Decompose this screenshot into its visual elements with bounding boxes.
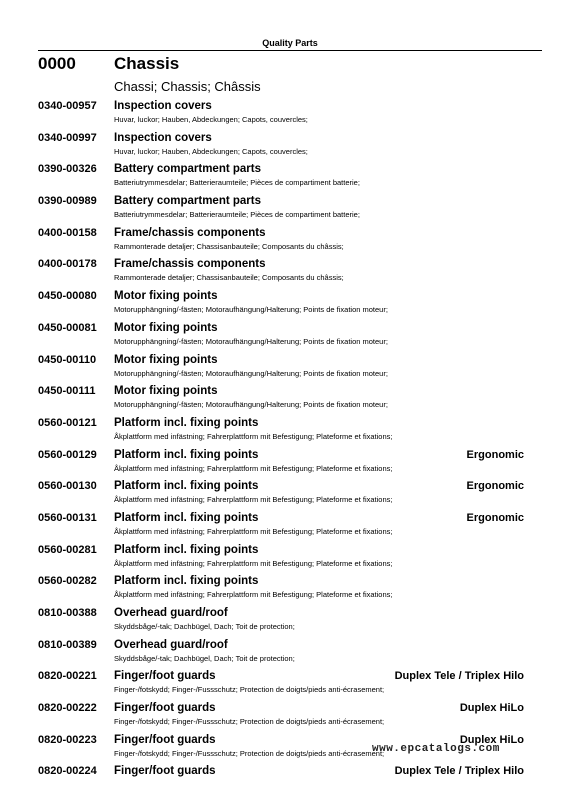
list-item — [38, 670, 528, 702]
section-title: Chassis — [114, 54, 180, 73]
list-item — [38, 354, 528, 386]
part-description: Åkplattform med infästning; Fahrerplattform mit Befestigung; Plateforme et fixations; — [114, 590, 393, 600]
list-item — [38, 163, 528, 195]
part-title: Battery compartment parts — [114, 163, 261, 176]
part-code: 0810-00389 — [38, 638, 97, 651]
part-variant: Ergonomic — [466, 448, 524, 461]
part-variant: Ergonomic — [466, 511, 524, 524]
part-code: 0810-00388 — [38, 607, 97, 619]
part-code: 0450-00080 — [38, 290, 97, 303]
part-title: Finger/foot guards — [114, 702, 216, 715]
part-code: 0450-00110 — [38, 353, 97, 366]
part-code: 0450-00111 — [38, 385, 96, 398]
part-title: Platform incl. fixing points — [114, 511, 259, 524]
part-code: 0340-00997 — [38, 131, 97, 144]
part-variant: Ergonomic — [466, 480, 524, 493]
part-title: Platform incl. fixing points — [114, 575, 259, 588]
part-description: Motorupphängning/-fästen; Motoraufhängung/Halterung; Points de fixation moteur; — [114, 336, 388, 346]
part-title: Inspection covers — [114, 100, 212, 112]
list-item — [38, 765, 528, 797]
part-title: Frame/chassis components — [114, 226, 266, 239]
part-title: Inspection covers — [114, 131, 212, 144]
part-description: Finger-/fotskydd; Finger-/Fussschutz; Protection de doigts/pieds anti-écrasement; — [114, 748, 385, 758]
list-item — [38, 544, 528, 576]
list-item — [38, 195, 528, 227]
list-item — [38, 385, 528, 417]
part-title: Frame/chassis components — [114, 258, 266, 271]
part-description: Åkplattform med infästning; Fahrerplattform mit Befestigung; Plateforme et fixations; — [114, 495, 393, 505]
part-title: Overhead guard/roof — [114, 607, 228, 619]
part-code: 0560-00130 — [38, 480, 97, 493]
part-description: Skyddsbåge/-tak; Dachbügel, Dach; Toit de protection; — [114, 653, 295, 663]
section-subtitle: Chassi; Chassis; Châssis — [114, 79, 261, 94]
part-title: Motor fixing points — [114, 385, 218, 398]
section-code: 0000 — [38, 54, 76, 73]
part-code: 0340-00957 — [38, 100, 97, 112]
parts-list — [38, 100, 528, 797]
part-title: Motor fixing points — [114, 290, 218, 303]
part-description: Huvar, luckor; Hauben, Abdeckungen; Capots, couvercles; — [114, 146, 308, 156]
part-code: 0560-00282 — [38, 575, 97, 588]
list-item — [38, 449, 528, 481]
part-code: 0820-00221 — [38, 670, 97, 683]
list-item — [38, 132, 528, 164]
list-item — [38, 100, 528, 132]
part-description: Åkplattform med infästning; Fahrerplattform mit Befestigung; Plateforme et fixations; — [114, 526, 393, 536]
header-divider — [38, 50, 542, 51]
part-title: Motor fixing points — [114, 353, 218, 366]
watermark: www.epcatalogs.com — [372, 743, 500, 755]
part-variant: Duplex Tele / Triplex Hilo — [394, 670, 524, 683]
list-item — [38, 417, 528, 449]
part-title: Platform incl. fixing points — [114, 543, 259, 556]
part-title: Platform incl. fixing points — [114, 480, 259, 493]
part-description: Rammonterade detaljer; Chassisanbauteile; Composants du châssis; — [114, 241, 344, 251]
part-description: Finger-/fotskydd; Finger-/Fussschutz; Protection de doigts/pieds anti-écrasement; — [114, 685, 385, 695]
part-code: 0450-00081 — [38, 321, 97, 334]
part-title: Finger/foot guards — [114, 670, 216, 683]
list-item — [38, 607, 528, 639]
part-description: Rammonterade detaljer; Chassisanbauteile; Composants du châssis; — [114, 273, 344, 283]
list-item — [38, 290, 528, 322]
part-title: Motor fixing points — [114, 321, 218, 334]
part-code: 0400-00178 — [38, 258, 97, 271]
part-code: 0820-00224 — [38, 765, 97, 778]
part-description: Åkplattform med infästning; Fahrerplattform mit Befestigung; Plateforme et fixations; — [114, 463, 393, 473]
part-title: Platform incl. fixing points — [114, 416, 259, 429]
part-description: Batteriutrymmesdelar; Batterieraumteile; Pièces de compartiment batterie; — [114, 210, 360, 220]
list-item — [38, 639, 528, 671]
part-code: 0560-00281 — [38, 543, 97, 556]
part-variant: Duplex HiLo — [459, 702, 524, 715]
list-item — [38, 512, 528, 544]
part-description: Batteriutrymmesdelar; Batterieraumteile; Pièces de compartiment batterie; — [114, 178, 360, 188]
part-title: Battery compartment parts — [114, 195, 261, 208]
part-title: Overhead guard/roof — [114, 638, 228, 651]
part-code: 0560-00121 — [38, 416, 97, 429]
part-description: Skyddsbåge/-tak; Dachbügel, Dach; Toit de protection; — [114, 622, 295, 631]
list-item — [38, 575, 528, 607]
part-variant: Duplex HiLo — [459, 733, 524, 746]
list-item — [38, 227, 528, 259]
part-code: 0820-00222 — [38, 702, 97, 715]
part-description: Huvar, luckor; Hauben, Abdeckungen; Capots, couvercles; — [114, 115, 308, 124]
part-code: 0400-00158 — [38, 226, 97, 239]
part-description: Motorupphängning/-fästen; Motoraufhängung/Halterung; Points de fixation moteur; — [114, 368, 388, 378]
list-item — [38, 702, 528, 734]
part-code: 0390-00989 — [38, 195, 97, 208]
part-description: Finger-/fotskydd; Finger-/Fussschutz; Protection de doigts/pieds anti-écrasement; — [114, 717, 385, 727]
part-code: 0390-00326 — [38, 163, 97, 176]
part-variant: Duplex Tele / Triplex Hilo — [394, 765, 524, 778]
part-description: Motorupphängning/-fästen; Motoraufhängung/Halterung; Points de fixation moteur; — [114, 305, 388, 315]
part-title: Finger/foot guards — [114, 765, 216, 778]
list-item — [38, 322, 528, 354]
part-title: Platform incl. fixing points — [114, 448, 259, 461]
list-item — [38, 480, 528, 512]
part-code: 0560-00131 — [38, 511, 97, 524]
part-code: 0820-00223 — [38, 733, 97, 746]
part-description: Åkplattform med infästning; Fahrerplattform mit Befestigung; Plateforme et fixations; — [114, 558, 393, 568]
page-header: Quality Parts — [262, 38, 318, 48]
part-code: 0560-00129 — [38, 448, 97, 461]
part-title: Finger/foot guards — [114, 733, 216, 746]
list-item — [38, 258, 528, 290]
part-description: Motorupphängning/-fästen; Motoraufhängung/Halterung; Points de fixation moteur; — [114, 400, 388, 410]
part-description: Åkplattform med infästning; Fahrerplattform mit Befestigung; Plateforme et fixations; — [114, 431, 393, 441]
